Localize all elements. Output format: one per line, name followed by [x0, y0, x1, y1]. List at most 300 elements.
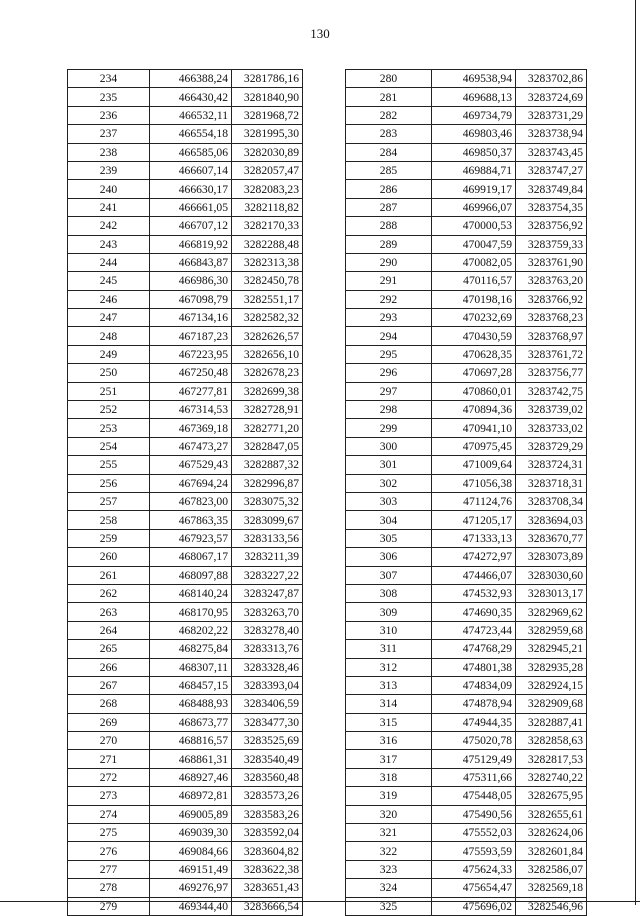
x-coordinate-cell: 466630,17: [150, 180, 232, 198]
x-coordinate-cell: 471333,13: [432, 529, 516, 547]
y-coordinate-cell: 3283766,92: [516, 290, 587, 308]
x-coordinate-cell: 467923,57: [150, 529, 232, 547]
y-coordinate-cell: 3282601,84: [516, 842, 587, 860]
table-row: [346, 860, 587, 878]
y-coordinate-cell: 3282996,87: [232, 474, 303, 492]
x-coordinate-cell: 474690,35: [432, 603, 516, 621]
table-row: [68, 419, 303, 437]
y-coordinate-cell: 3283278,40: [232, 621, 303, 639]
y-coordinate-cell: 3283768,23: [516, 309, 587, 327]
table-row: [346, 419, 587, 437]
y-coordinate-cell: 3282626,57: [232, 327, 303, 345]
table-row: [346, 492, 587, 510]
point-number-cell: 253: [68, 419, 150, 437]
y-coordinate-cell: 3283756,77: [516, 364, 587, 382]
table-row: [346, 327, 587, 345]
point-number-cell: 281: [346, 88, 432, 106]
y-coordinate-cell: 3282170,33: [232, 217, 303, 235]
table-row: [346, 217, 587, 235]
x-coordinate-cell: 468170,95: [150, 603, 232, 621]
y-coordinate-cell: 3283738,94: [516, 125, 587, 143]
point-number-cell: 269: [68, 713, 150, 731]
table-row: [68, 364, 303, 382]
y-coordinate-cell: 3283328,46: [232, 658, 303, 676]
table-row: [346, 695, 587, 713]
y-coordinate-cell: 3283133,56: [232, 529, 303, 547]
x-coordinate-cell: 467823,00: [150, 492, 232, 510]
x-coordinate-cell: 466430,42: [150, 88, 232, 106]
table-row: [346, 658, 587, 676]
table-row: [68, 640, 303, 658]
point-number-cell: 274: [68, 805, 150, 823]
point-number-cell: 321: [346, 824, 432, 842]
x-coordinate-cell: 470000,53: [432, 217, 516, 235]
table-row: [346, 235, 587, 253]
point-number-cell: 305: [346, 529, 432, 547]
y-coordinate-cell: 3283030,60: [516, 566, 587, 584]
table-row: [346, 125, 587, 143]
table-row: [68, 713, 303, 731]
point-number-cell: 239: [68, 161, 150, 179]
y-coordinate-cell: 3282945,21: [516, 640, 587, 658]
y-coordinate-cell: 3283099,67: [232, 511, 303, 529]
point-number-cell: 323: [346, 860, 432, 878]
table-row: [68, 676, 303, 694]
x-coordinate-cell: 469966,07: [432, 198, 516, 216]
y-coordinate-cell: 3282959,68: [516, 621, 587, 639]
point-number-cell: 249: [68, 345, 150, 363]
point-number-cell: 254: [68, 437, 150, 455]
table-row: [346, 401, 587, 419]
y-coordinate-cell: 3283583,26: [232, 805, 303, 823]
table-row: [346, 70, 587, 88]
coordinates-table-left: [67, 69, 303, 916]
point-number-cell: 293: [346, 309, 432, 327]
table-row: [68, 437, 303, 455]
y-coordinate-cell: 3282288,48: [232, 235, 303, 253]
table-row: [68, 106, 303, 124]
x-coordinate-cell: 466986,30: [150, 272, 232, 290]
point-number-cell: 317: [346, 750, 432, 768]
x-coordinate-cell: 469344,40: [150, 897, 232, 915]
table-row: [68, 750, 303, 768]
table-row: [68, 548, 303, 566]
x-coordinate-cell: 469151,49: [150, 860, 232, 878]
x-coordinate-cell: 466388,24: [150, 70, 232, 88]
point-number-cell: 271: [68, 750, 150, 768]
table-row: [346, 787, 587, 805]
table-row: [68, 824, 303, 842]
point-number-cell: 289: [346, 235, 432, 253]
table-row: [346, 88, 587, 106]
y-coordinate-cell: 3283525,69: [232, 732, 303, 750]
point-number-cell: 290: [346, 253, 432, 271]
x-coordinate-cell: 468140,24: [150, 584, 232, 602]
x-coordinate-cell: 470628,35: [432, 345, 516, 363]
point-number-cell: 250: [68, 364, 150, 382]
point-number-cell: 258: [68, 511, 150, 529]
y-coordinate-cell: 3282030,89: [232, 143, 303, 161]
point-number-cell: 318: [346, 768, 432, 786]
x-coordinate-cell: 467098,79: [150, 290, 232, 308]
y-coordinate-cell: 3282057,47: [232, 161, 303, 179]
y-coordinate-cell: 3282569,18: [516, 879, 587, 897]
y-coordinate-cell: 3283743,45: [516, 143, 587, 161]
x-coordinate-cell: 466607,14: [150, 161, 232, 179]
point-number-cell: 238: [68, 143, 150, 161]
point-number-cell: 278: [68, 879, 150, 897]
table-row: [346, 824, 587, 842]
x-coordinate-cell: 469688,13: [432, 88, 516, 106]
x-coordinate-cell: 471056,38: [432, 474, 516, 492]
y-coordinate-cell: 3283754,35: [516, 198, 587, 216]
point-number-cell: 320: [346, 805, 432, 823]
x-coordinate-cell: 475020,78: [432, 732, 516, 750]
table-row: [346, 603, 587, 621]
y-coordinate-cell: 3282887,41: [516, 713, 587, 731]
x-coordinate-cell: 467277,81: [150, 382, 232, 400]
x-coordinate-cell: 474532,93: [432, 584, 516, 602]
x-coordinate-cell: 468202,22: [150, 621, 232, 639]
table-row: [346, 198, 587, 216]
y-coordinate-cell: 3283075,32: [232, 492, 303, 510]
point-number-cell: 322: [346, 842, 432, 860]
table-row: [346, 253, 587, 271]
x-coordinate-cell: 466707,12: [150, 217, 232, 235]
table-row: [68, 272, 303, 290]
table-row: [68, 161, 303, 179]
y-coordinate-cell: 3282083,23: [232, 180, 303, 198]
y-coordinate-cell: 3281840,90: [232, 88, 303, 106]
point-number-cell: 301: [346, 456, 432, 474]
x-coordinate-cell: 466661,05: [150, 198, 232, 216]
table-row: [68, 474, 303, 492]
x-coordinate-cell: 467223,95: [150, 345, 232, 363]
x-coordinate-cell: 466585,06: [150, 143, 232, 161]
table-row: [346, 676, 587, 694]
y-coordinate-cell: 3283592,04: [232, 824, 303, 842]
x-coordinate-cell: 474878,94: [432, 695, 516, 713]
x-coordinate-cell: 475129,49: [432, 750, 516, 768]
y-coordinate-cell: 3282935,28: [516, 658, 587, 676]
table-row: [346, 805, 587, 823]
point-number-cell: 246: [68, 290, 150, 308]
y-coordinate-cell: 3283604,82: [232, 842, 303, 860]
table-row: [68, 879, 303, 897]
x-coordinate-cell: 466843,87: [150, 253, 232, 271]
point-number-cell: 283: [346, 125, 432, 143]
point-number-cell: 248: [68, 327, 150, 345]
point-number-cell: 235: [68, 88, 150, 106]
y-coordinate-cell: 3282582,32: [232, 309, 303, 327]
y-coordinate-cell: 3282771,20: [232, 419, 303, 437]
x-coordinate-cell: 468972,81: [150, 787, 232, 805]
point-number-cell: 251: [68, 382, 150, 400]
point-number-cell: 310: [346, 621, 432, 639]
y-coordinate-cell: 3283313,76: [232, 640, 303, 658]
y-coordinate-cell: 3283763,20: [516, 272, 587, 290]
point-number-cell: 284: [346, 143, 432, 161]
point-number-cell: 299: [346, 419, 432, 437]
y-coordinate-cell: 3283540,49: [232, 750, 303, 768]
table-row: [346, 437, 587, 455]
point-number-cell: 256: [68, 474, 150, 492]
x-coordinate-cell: 474944,35: [432, 713, 516, 731]
table-row: [346, 290, 587, 308]
point-number-cell: 268: [68, 695, 150, 713]
x-coordinate-cell: 475311,66: [432, 768, 516, 786]
y-coordinate-cell: 3283747,27: [516, 161, 587, 179]
x-coordinate-cell: 470232,69: [432, 309, 516, 327]
table-row: [68, 860, 303, 878]
x-coordinate-cell: 468275,84: [150, 640, 232, 658]
coordinates-table-right: [345, 69, 587, 916]
table-row: [68, 529, 303, 547]
table-row: [68, 658, 303, 676]
x-coordinate-cell: 467694,24: [150, 474, 232, 492]
table-row: [68, 327, 303, 345]
point-number-cell: 277: [68, 860, 150, 878]
point-number-cell: 303: [346, 492, 432, 510]
x-coordinate-cell: 469276,97: [150, 879, 232, 897]
table-row: [346, 548, 587, 566]
point-number-cell: 325: [346, 897, 432, 915]
x-coordinate-cell: 466819,92: [150, 235, 232, 253]
table-row: [68, 253, 303, 271]
table-row: [346, 272, 587, 290]
y-coordinate-cell: 3283560,48: [232, 768, 303, 786]
table-row: [68, 456, 303, 474]
y-coordinate-cell: 3283739,02: [516, 401, 587, 419]
x-coordinate-cell: 470198,16: [432, 290, 516, 308]
table-row: [68, 621, 303, 639]
table-row: [346, 309, 587, 327]
x-coordinate-cell: 470894,36: [432, 401, 516, 419]
x-coordinate-cell: 468861,31: [150, 750, 232, 768]
y-coordinate-cell: 3283749,84: [516, 180, 587, 198]
y-coordinate-cell: 3281786,16: [232, 70, 303, 88]
x-coordinate-cell: 470941,10: [432, 419, 516, 437]
y-coordinate-cell: 3282551,17: [232, 290, 303, 308]
x-coordinate-cell: 468097,88: [150, 566, 232, 584]
y-coordinate-cell: 3283718,31: [516, 474, 587, 492]
y-coordinate-cell: 3282924,15: [516, 676, 587, 694]
point-number-cell: 261: [68, 566, 150, 584]
y-coordinate-cell: 3281968,72: [232, 106, 303, 124]
point-number-cell: 319: [346, 787, 432, 805]
point-number-cell: 262: [68, 584, 150, 602]
y-coordinate-cell: 3282678,23: [232, 364, 303, 382]
table-row: [68, 143, 303, 161]
point-number-cell: 237: [68, 125, 150, 143]
x-coordinate-cell: 467863,35: [150, 511, 232, 529]
point-number-cell: 324: [346, 879, 432, 897]
x-coordinate-cell: 468927,46: [150, 768, 232, 786]
x-coordinate-cell: 469734,79: [432, 106, 516, 124]
table-row: [68, 309, 303, 327]
x-coordinate-cell: 475552,03: [432, 824, 516, 842]
table-row: [346, 364, 587, 382]
table-row: [68, 290, 303, 308]
table-row: [346, 529, 587, 547]
table-row: [346, 382, 587, 400]
x-coordinate-cell: 470430,59: [432, 327, 516, 345]
table-row: [346, 161, 587, 179]
table-row: [68, 768, 303, 786]
point-number-cell: 313: [346, 676, 432, 694]
point-number-cell: 287: [346, 198, 432, 216]
point-number-cell: 280: [346, 70, 432, 88]
table-row: [68, 732, 303, 750]
x-coordinate-cell: 475654,47: [432, 879, 516, 897]
y-coordinate-cell: 3283622,38: [232, 860, 303, 878]
point-number-cell: 276: [68, 842, 150, 860]
x-coordinate-cell: 469084,66: [150, 842, 232, 860]
table-row: [346, 180, 587, 198]
table-row: [68, 198, 303, 216]
y-coordinate-cell: 3282675,95: [516, 787, 587, 805]
point-number-cell: 260: [68, 548, 150, 566]
point-number-cell: 266: [68, 658, 150, 676]
table-row: [68, 217, 303, 235]
table-row: [68, 492, 303, 510]
table-row: [346, 511, 587, 529]
table-row: [346, 750, 587, 768]
y-coordinate-cell: 3283211,39: [232, 548, 303, 566]
y-coordinate-cell: 3281995,30: [232, 125, 303, 143]
point-number-cell: 265: [68, 640, 150, 658]
y-coordinate-cell: 3283761,90: [516, 253, 587, 271]
y-coordinate-cell: 3283708,34: [516, 492, 587, 510]
x-coordinate-cell: 470082,05: [432, 253, 516, 271]
x-coordinate-cell: 468673,77: [150, 713, 232, 731]
table-row: [346, 897, 587, 915]
point-number-cell: 282: [346, 106, 432, 124]
point-number-cell: 241: [68, 198, 150, 216]
y-coordinate-cell: 3282817,53: [516, 750, 587, 768]
table-row: [68, 345, 303, 363]
table-row: [346, 640, 587, 658]
point-number-cell: 306: [346, 548, 432, 566]
x-coordinate-cell: 469538,94: [432, 70, 516, 88]
x-coordinate-cell: 467134,16: [150, 309, 232, 327]
x-coordinate-cell: 475593,59: [432, 842, 516, 860]
point-number-cell: 247: [68, 309, 150, 327]
table-row: [68, 235, 303, 253]
point-number-cell: 240: [68, 180, 150, 198]
x-coordinate-cell: 469850,37: [432, 143, 516, 161]
y-coordinate-cell: 3282909,68: [516, 695, 587, 713]
x-coordinate-cell: 467473,27: [150, 437, 232, 455]
y-coordinate-cell: 3282887,32: [232, 456, 303, 474]
y-coordinate-cell: 3282450,78: [232, 272, 303, 290]
y-coordinate-cell: 3283759,33: [516, 235, 587, 253]
x-coordinate-cell: 467314,53: [150, 401, 232, 419]
table-row: [346, 584, 587, 602]
table-row: [68, 566, 303, 584]
point-number-cell: 272: [68, 768, 150, 786]
point-number-cell: 309: [346, 603, 432, 621]
y-coordinate-cell: 3282656,10: [232, 345, 303, 363]
point-number-cell: 308: [346, 584, 432, 602]
y-coordinate-cell: 3283761,72: [516, 345, 587, 363]
x-coordinate-cell: 474272,97: [432, 548, 516, 566]
y-coordinate-cell: 3283263,70: [232, 603, 303, 621]
x-coordinate-cell: 474768,29: [432, 640, 516, 658]
y-coordinate-cell: 3283406,59: [232, 695, 303, 713]
y-coordinate-cell: 3283670,77: [516, 529, 587, 547]
point-number-cell: 302: [346, 474, 432, 492]
table-row: [68, 511, 303, 529]
point-number-cell: 311: [346, 640, 432, 658]
y-coordinate-cell: 3282118,82: [232, 198, 303, 216]
table-row: [346, 768, 587, 786]
point-number-cell: 252: [68, 401, 150, 419]
y-coordinate-cell: 3282699,38: [232, 382, 303, 400]
point-number-cell: 270: [68, 732, 150, 750]
point-number-cell: 294: [346, 327, 432, 345]
x-coordinate-cell: 471009,64: [432, 456, 516, 474]
y-coordinate-cell: 3282728,91: [232, 401, 303, 419]
y-coordinate-cell: 3282546,96: [516, 897, 587, 915]
y-coordinate-cell: 3282655,61: [516, 805, 587, 823]
x-coordinate-cell: 475448,05: [432, 787, 516, 805]
x-coordinate-cell: 474466,07: [432, 566, 516, 584]
y-coordinate-cell: 3283724,69: [516, 88, 587, 106]
x-coordinate-cell: 474801,38: [432, 658, 516, 676]
point-number-cell: 286: [346, 180, 432, 198]
y-coordinate-cell: 3283702,86: [516, 70, 587, 88]
y-coordinate-cell: 3283756,92: [516, 217, 587, 235]
x-coordinate-cell: 471205,17: [432, 511, 516, 529]
point-number-cell: 264: [68, 621, 150, 639]
y-coordinate-cell: 3282586,07: [516, 860, 587, 878]
x-coordinate-cell: 469919,17: [432, 180, 516, 198]
table-row: [346, 456, 587, 474]
point-number-cell: 257: [68, 492, 150, 510]
table-row: [68, 125, 303, 143]
x-coordinate-cell: 467529,43: [150, 456, 232, 474]
y-coordinate-cell: 3283227,22: [232, 566, 303, 584]
table-row: [346, 842, 587, 860]
y-coordinate-cell: 3283013,17: [516, 584, 587, 602]
table-row: [346, 713, 587, 731]
table-row: [346, 345, 587, 363]
x-coordinate-cell: 468457,15: [150, 676, 232, 694]
table-row: [346, 621, 587, 639]
table-row: [346, 143, 587, 161]
y-coordinate-cell: 3282313,38: [232, 253, 303, 271]
x-coordinate-cell: 475490,56: [432, 805, 516, 823]
table-row: [68, 897, 303, 915]
point-number-cell: 304: [346, 511, 432, 529]
y-coordinate-cell: 3283729,29: [516, 437, 587, 455]
x-coordinate-cell: 468067,17: [150, 548, 232, 566]
table-row: [68, 88, 303, 106]
table-row: [346, 566, 587, 584]
table-row: [68, 584, 303, 602]
point-number-cell: 244: [68, 253, 150, 271]
table-row: [68, 695, 303, 713]
point-number-cell: 300: [346, 437, 432, 455]
page-edge-right: [635, 0, 636, 905]
y-coordinate-cell: 3282740,22: [516, 768, 587, 786]
table-row: [68, 401, 303, 419]
x-coordinate-cell: 470975,45: [432, 437, 516, 455]
y-coordinate-cell: 3283768,97: [516, 327, 587, 345]
table-row: [68, 603, 303, 621]
point-number-cell: 259: [68, 529, 150, 547]
